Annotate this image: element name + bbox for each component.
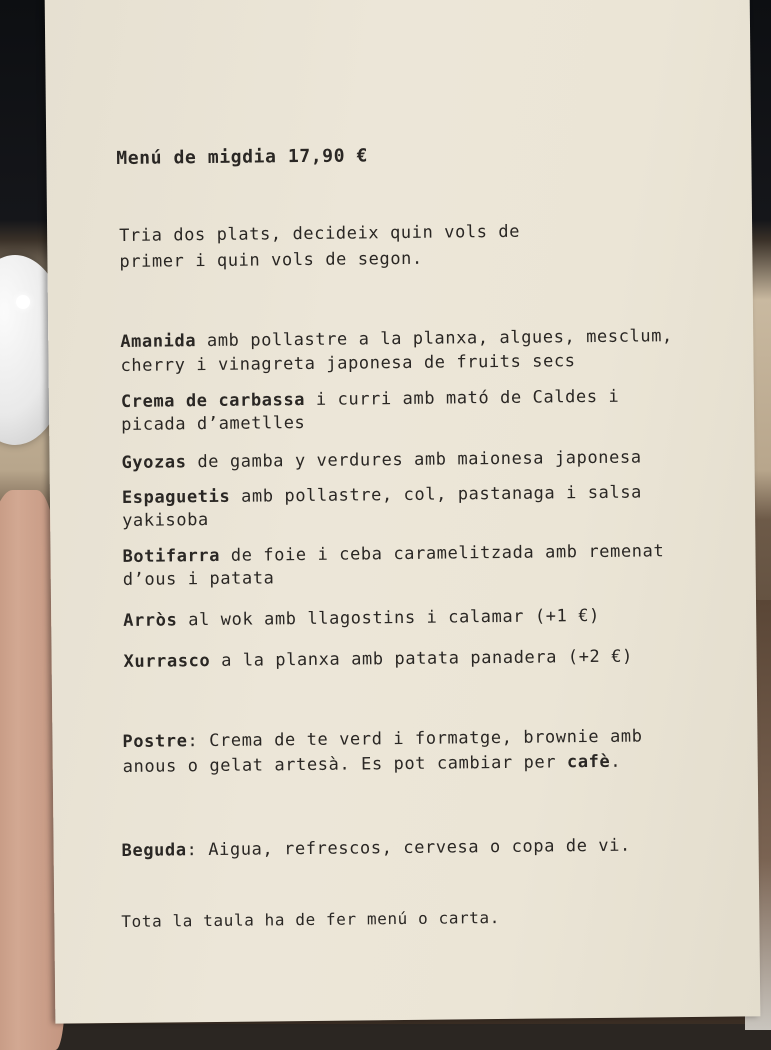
dish-name: Botifarra xyxy=(122,545,221,567)
dessert-period: . xyxy=(610,751,622,772)
dish-description: de gamba y verdures amb maionesa japonesa xyxy=(186,447,642,473)
dish-name: Espaguetis xyxy=(121,486,231,508)
dish-arros xyxy=(123,605,600,632)
dessert-label: Postre xyxy=(122,731,188,752)
intro-line-2: primer i quin vols de segon. xyxy=(119,248,423,272)
dish-botifarra xyxy=(122,540,664,568)
dish-amanida xyxy=(120,325,673,353)
dish-description: i curri amb mató de Caldes i xyxy=(304,386,620,411)
dish-description: de foie i ceba caramelitzada amb remenat xyxy=(219,541,665,566)
dish-amanida-cont: cherry i vinagreta japonesa de fruits secs xyxy=(120,351,576,376)
dish-botifarra-cont: d’ous i patata xyxy=(122,568,275,590)
dish-crema xyxy=(121,386,620,413)
dessert-text-2: anous o gelat artesà. Es pot cambiar per xyxy=(122,752,568,777)
dish-description: al wok amb llagostins i calamar (+1 €) xyxy=(177,605,601,631)
dish-espaguetis-cont: yakisoba xyxy=(122,510,209,531)
intro-line-1: Tria dos plats, decideix quin vols de xyxy=(119,221,521,246)
dish-name: Gyozas xyxy=(121,452,187,473)
dish-description: amb pollastre, col, pastanaga i salsa xyxy=(230,482,643,507)
dish-xurrasco xyxy=(124,646,633,673)
dish-name: Arròs xyxy=(123,610,178,631)
dish-name: Amanida xyxy=(120,331,197,352)
dessert-line-1 xyxy=(122,725,642,752)
dessert-text: : Crema de te verd i formatge, brownie amb xyxy=(187,726,643,752)
dish-name: Crema de carbassa xyxy=(120,390,306,412)
footer-note: Tota la taula ha de fer menú o carta. xyxy=(121,908,501,931)
dish-espaguetis xyxy=(122,481,642,508)
drink-label: Beguda xyxy=(121,840,187,861)
dish-crema-cont: picada d’ametlles xyxy=(121,413,306,435)
dish-description: a la planxa amb patata panadera (+2 €) xyxy=(210,646,633,672)
drink-text: : Aigua, refrescos, cervesa o copa de vi. xyxy=(186,835,631,861)
dessert-coffee: cafè xyxy=(566,751,611,773)
dish-description: amb pollastre a la planxa, algues, mesclum, xyxy=(196,326,673,352)
drink-line xyxy=(121,835,630,862)
menu-card xyxy=(45,0,761,1024)
dessert-line-2 xyxy=(123,751,622,778)
dish-gyozas xyxy=(121,446,641,473)
menu-title: Menú de migdia 17,90 € xyxy=(116,145,369,169)
plate-reflection xyxy=(16,295,30,309)
dish-name: Xurrasco xyxy=(123,651,211,672)
